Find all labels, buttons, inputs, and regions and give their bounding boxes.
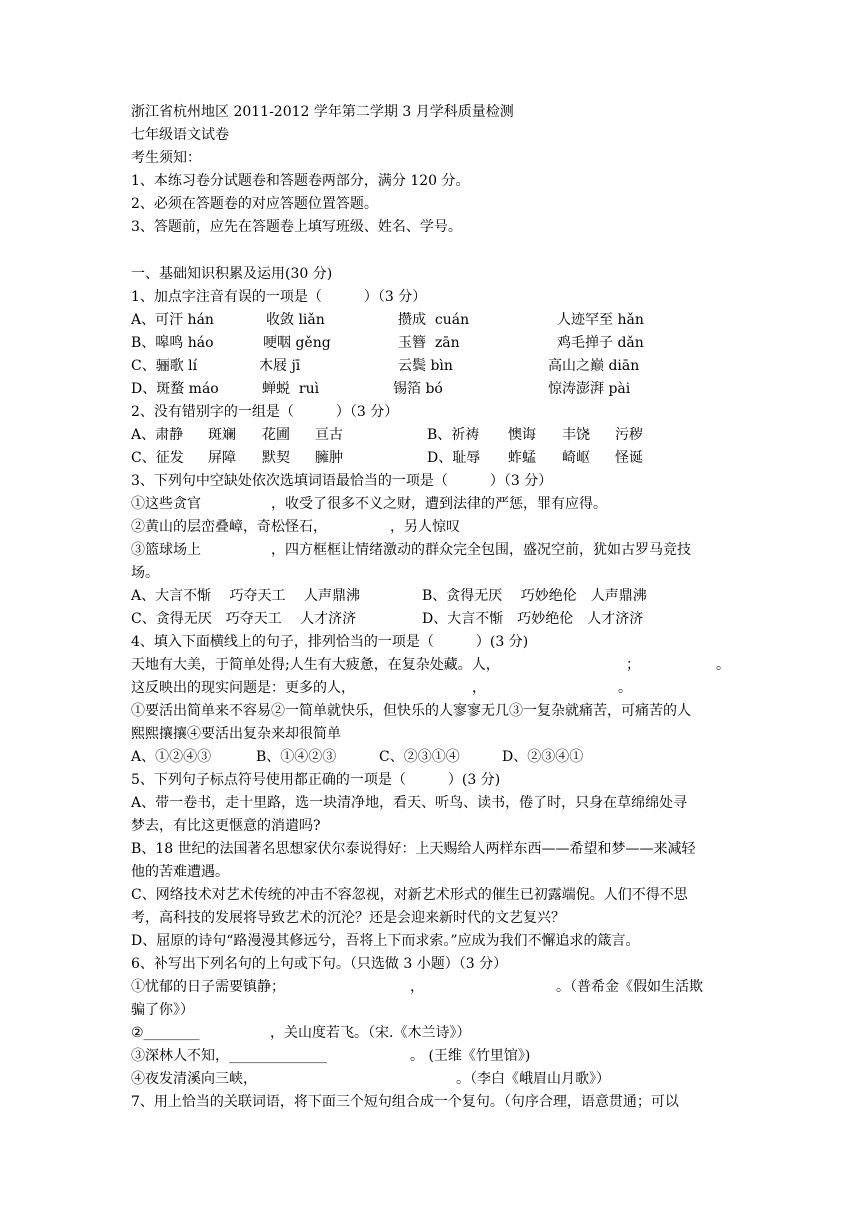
question-3-sentence: ①这些贪官 ，收受了很多不义之财，遭到法律的严惩，罪有应得。: [131, 496, 607, 512]
option-cell: 懊诲: [508, 427, 536, 443]
option-cell: B、祈祷: [427, 427, 480, 443]
question-1-stem: 1、加点字注音有误的一项是（ ）（3 分）: [131, 289, 427, 305]
quote-item: ②________: [131, 1025, 200, 1041]
question-7-stem: 7、用上恰当的关联词语，将下面三个短句组合成一个复句。（句序合理，语意贯通；可以: [131, 1094, 679, 1110]
option-a: A、大言不惭 巧夺天工 人声鼎沸: [131, 588, 361, 604]
option-cell: 默契: [262, 450, 290, 466]
quote-source: 。 (王维《竹里馆》): [410, 1048, 531, 1064]
question-4-line: 天地有大美，于简单处得;人生有大疲惫，在复杂处藏。人，: [131, 657, 500, 673]
option-cell: 云鬓 bìn: [398, 358, 453, 374]
option-c-cont: 考，高科技的发展将导致艺术的沉沦？还是会迎来新时代的文艺复兴？: [131, 910, 565, 926]
option-cell: C、骊歌 lí: [131, 358, 198, 374]
quote-source-cont: 骗了你》）: [131, 1002, 194, 1018]
option-a: A、带一卷书，走十里路，选一块清净地，看天、听鸟、读书，倦了时，只身在草绵绵处寻: [131, 795, 688, 811]
quote-item: ③深林人不知，______________: [131, 1048, 327, 1064]
option-cell: 丰饶: [562, 427, 590, 443]
option-d: D、屈原的诗句“路漫漫其修远兮，吾将上下而求索。”应成为我们不懈追求的箴言。: [131, 933, 640, 949]
option-c: C、②③①④: [379, 749, 460, 765]
option-cell: C、征发: [131, 450, 184, 466]
option-cell: B、嗥鸣 háo: [131, 335, 214, 351]
quote-blank-sep: ，: [410, 979, 424, 995]
option-b-cont: 他的苦难遭遇。: [131, 864, 229, 880]
option-cell: 玉簪 zān: [398, 335, 460, 351]
section-title: 一、基础知识积累及运用(30 分): [131, 266, 333, 282]
question-5-stem: 5、下列句子标点符号使用都正确的一项是（ ）(3 分): [131, 772, 501, 788]
option-a: A、①②④③: [131, 749, 212, 765]
option-cell: 臃肿: [315, 450, 343, 466]
question-4-line: 熙熙攘攘④要活出复杂来却很简单: [131, 726, 341, 742]
option-d: D、大言不惭 巧妙绝伦 人才济济: [422, 611, 644, 627]
question-3-stem: 3、下列句中空缺处依次选填词语最恰当的一项是（ ）（3 分）: [131, 473, 553, 489]
option-b: B、贪得无厌 巧妙绝伦 人声鼎沸: [422, 588, 647, 604]
option-cell: A、肃静: [131, 427, 184, 443]
option-cell: 崎岖: [562, 450, 590, 466]
quote-source: 。（李白《峨眉山月歌》）: [456, 1071, 610, 1087]
option-cell: D、耻辱: [427, 450, 481, 466]
notice-item: 2、必须在答题卷的对应答题位置答题。: [131, 196, 378, 212]
exam-title: 浙江省杭州地区 2011-2012 学年第二学期 3 月学科质量检测: [131, 104, 514, 120]
question-4-blank-end: 。: [618, 680, 632, 696]
option-b: B、①④②③: [256, 749, 337, 765]
question-4-blank-end: 。: [716, 657, 730, 673]
option-cell: 锡箔 bó: [393, 381, 443, 397]
option-cell: 哽咽 gěng: [263, 335, 331, 351]
question-3-sentence-cont: 场。: [131, 565, 159, 581]
question-4-line: ①要活出简单来不容易②一简单就快乐，但快乐的人寥寥无几③一复杂就痛苦，可痛苦的人: [131, 703, 691, 719]
quote-item: ④夜发清溪向三峡，: [131, 1071, 257, 1087]
option-cell: 怪诞: [615, 450, 643, 466]
option-cell: 鸡毛掸子 dǎn: [557, 335, 644, 351]
question-4-blank-sep: ；: [626, 657, 640, 673]
option-cell: 人迹罕至 hǎn: [557, 312, 644, 328]
notice-heading: 考生须知：: [131, 150, 201, 166]
question-6-stem: 6、补写出下列名句的上句或下句。（只选做 3 小题）（3 分）: [131, 956, 508, 972]
option-cell: A、可汗 hán: [131, 312, 214, 328]
question-2-stem: 2、没有错别字的一组是（ ）（3 分）: [131, 404, 399, 420]
option-cell: 屏障: [208, 450, 236, 466]
notice-item: 1、本练习卷分试题卷和答题卷两部分，满分 120 分。: [131, 173, 470, 189]
question-3-sentence: ②黄山的层峦叠嶂，奇松怪石， ，另人惊叹: [131, 519, 460, 535]
option-cell: 蝉蜕 ruì: [262, 381, 320, 397]
option-cell: 花圃: [262, 427, 290, 443]
option-cell: 收敛 liǎn: [266, 312, 325, 328]
option-cell: D、斑蝥 máo: [131, 381, 219, 397]
option-cell: 蚱蜢: [508, 450, 536, 466]
option-cell: 惊涛澎湃 pài: [548, 381, 631, 397]
option-b: B、18 世纪的法国著名思想家伏尔泰说得好：上天赐给人两样东西——希望和梦——来减轻: [131, 841, 696, 857]
notice-item: 3、答题前，应先在答题卷上填写班级、姓名、学号。: [131, 219, 462, 235]
option-d: D、②③④①: [502, 749, 584, 765]
option-cell: 斑斓: [208, 427, 236, 443]
quote-item: ①忧郁的日子需要镇静；: [131, 979, 285, 995]
option-cell: 攒成 cuán: [398, 312, 470, 328]
option-cell: 污秽: [615, 427, 643, 443]
option-cell: 高山之巅 diān: [548, 358, 640, 374]
option-c: C、贪得无厌 巧夺天工 人才济济: [131, 611, 357, 627]
option-cell: 木屐 jī: [259, 358, 301, 374]
quote-source: ，关山度若飞。（宋.《木兰诗》）: [270, 1025, 471, 1041]
exam-subtitle: 七年级语文试卷: [131, 127, 229, 143]
question-4-blank-sep: ，: [472, 680, 486, 696]
question-4-line: 这反映出的现实问题是：更多的人，: [131, 680, 355, 696]
quote-source: 。（普希金《假如生活欺: [556, 979, 703, 995]
option-c: C、网络技术对艺术传统的冲击不容忽视，对新艺术形式的催生已初露端倪。人们不得不思: [131, 887, 688, 903]
option-cell: 亘古: [315, 427, 343, 443]
question-3-sentence: ③篮球场上 ，四方框框让情绪激动的群众完全包围，盛况空前，犹如古罗马竞技: [131, 542, 691, 558]
question-4-stem: 4、填入下面横线上的句子，排列恰当的一项是（ ）(3 分): [131, 634, 529, 650]
option-a-cont: 梦去，有比这更惬意的消遣吗?: [131, 818, 321, 834]
